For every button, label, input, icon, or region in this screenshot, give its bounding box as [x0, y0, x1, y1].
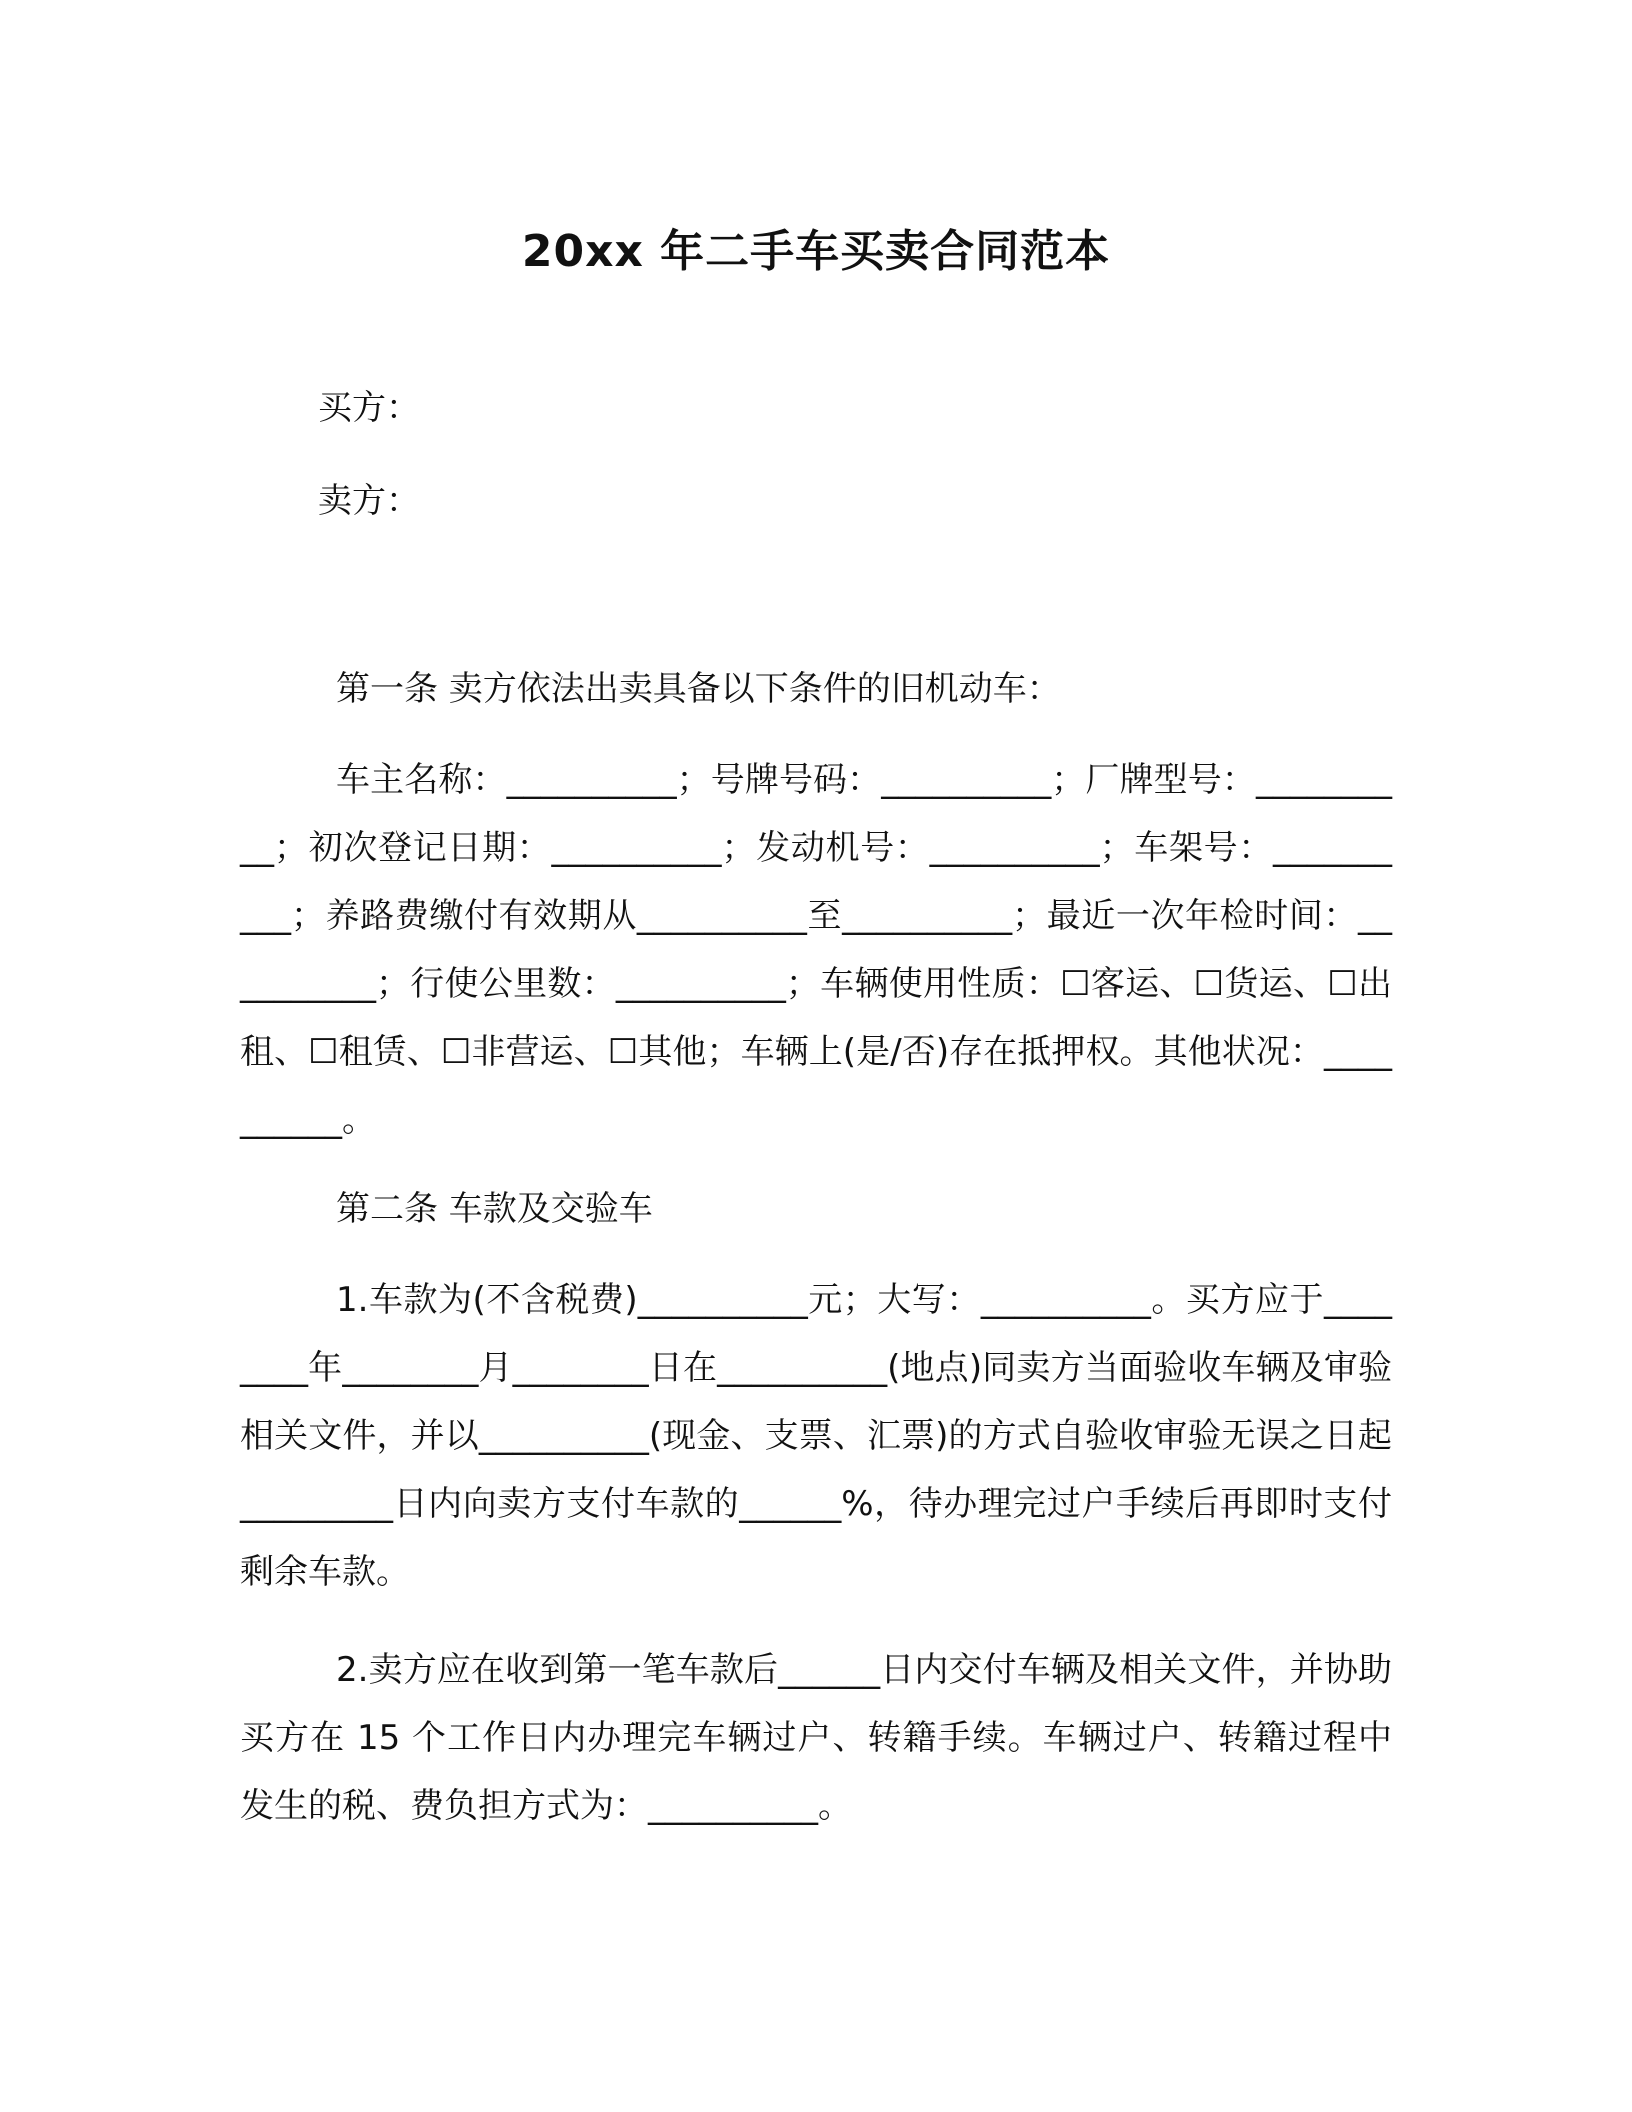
article1-body: 车主名称：__________；号牌号码：__________；厂牌型号：__________；初次登记日期：__________；发动机号：__________；车架号：__________；养路费缴付有效期从__________至__________；最近一次年检时间：__________；行使公里数：__________；车辆使用性质：☐客运、☐货运、☐出租、☐租赁、☐非营运、☐其他；车辆上(是/否)存在抵押权。其他状况：__________。 — [240, 760, 1392, 1140]
page-title: 20xx 年二手车买卖合同范本 — [521, 226, 1111, 277]
buyer-label: 买方： — [318, 388, 420, 428]
seller-label: 卖方： — [318, 481, 420, 521]
article2-clause1: 1.车款为(不含税费)__________元；大写：__________。买方应于________年________月________日在__________(地点)同卖方当面验收车辆及审验相关文件，并以__________(现金、支票、汇票)的方式自验收审验无误之日起_________日内向卖方支付车款的______%，待办理完过户手续后再即时支付剩余车款。 — [240, 1280, 1392, 1592]
article2-heading: 第二条 车款及交验车 — [336, 1189, 653, 1229]
article1-heading: 第一条 卖方依法出卖具备以下条件的旧机动车： — [336, 669, 1061, 709]
article2-clause2: 2.卖方应在收到第一笔车款后______日内交付车辆及相关文件，并协助买方在 15 个工作日内办理完车辆过户、转籍手续。车辆过户、转籍过程中发生的税、费负担方式为：__________。 — [240, 1650, 1392, 1826]
